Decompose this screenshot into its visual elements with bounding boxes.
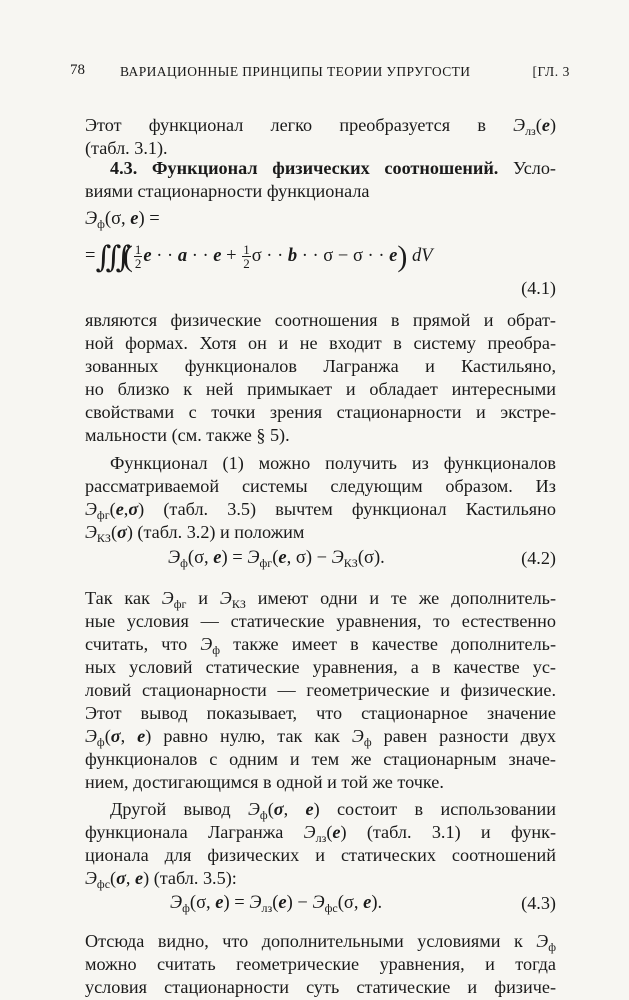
para1-line-5: свойствами с точки зрения стационарности и экстре- <box>85 402 556 422</box>
para3-line-8: функционалов с одним и тем же стационарным значе- <box>85 749 556 769</box>
para2-line-2: рассматриваемой системы следующим образом. Из <box>85 476 556 496</box>
para3-line-5: ловий стационарности — геометрические и физические. <box>85 680 556 700</box>
para5-line-3: условия стационарности суть статические и физиче- <box>85 977 556 997</box>
para2-line-3: $Э_{фг}(e,\sigma)$ (табл. 3.5) вычтем функционал Кастильяно <box>85 499 556 522</box>
equation-4-1-lhs: $Э_ф(\sigma$, e) = <box>85 209 160 231</box>
para3-line-7: $Э_ф(\sigma$, e) равно нулю, так как $Э_ф$ равен разности двух <box>85 726 557 749</box>
equation-4-1-number: (4.1) <box>521 278 556 298</box>
chapter-label: [ГЛ. 3 <box>532 64 570 79</box>
para3-line-9: нием, достигающимся в одной и той же точке. <box>85 772 444 792</box>
para2-line-4: $Э_{КЗ}(\sigma)$ (табл. 3.2) и положим <box>85 522 305 545</box>
para3-line-1: Так как $Э_{фг}$ и $Э_{КЗ}$ имеют одни и те же дополнитель- <box>85 588 557 611</box>
para5-line-2: можно считать геометрические уравнения, и тогда <box>85 954 556 974</box>
para3-line-6: Этот вывод показывает, что стационарное значение <box>85 703 556 723</box>
intro-line-2: (табл. 3.1). <box>85 138 168 158</box>
para3-line-4: ных условий статические уравнения, а в качестве ус- <box>85 657 556 677</box>
para5-line-1: Отсюда видно, что дополнительными условиями к $Э_ф$ <box>85 931 556 954</box>
para1-line-4: но близко к ней примыкает и обладает интересными <box>85 379 556 399</box>
intro-line-1: Этот функционал легко преобразуется в $Э_{лз}(e)$ <box>85 115 556 138</box>
equation-4-2-number: (4.2) <box>521 548 556 568</box>
para1-line-2: ной формах. Хотя он и не входит в систему преобра- <box>85 333 556 353</box>
para1-line-6: мальности (см. также § 5). <box>85 425 290 445</box>
para4-line-1: Другой вывод $Э_ф(\sigma$, e) состоит в использовании <box>110 799 557 822</box>
running-title: ВАРИАЦИОННЫЕ ПРИНЦИПЫ ТЕОРИИ УПРУГОСТИ <box>120 64 471 79</box>
para4-line-3: ционала для физических и статических соотношений <box>85 845 556 865</box>
equation-4-1-body: =∭( $\frac{1}{2}$ e · · a · · e + $\frac{1}{2}$ σ · · b · · σ − σ · · e) dV <box>85 240 433 274</box>
para4-line-4: $Э_{фс}(\sigma$, e) (табл. 3.5): <box>85 868 237 891</box>
para2-line-1: Функционал (1) можно получить из функционалов <box>110 453 556 473</box>
para3-line-2: ные условия — статические уравнения, то естественно <box>85 611 556 631</box>
page-number: 78 <box>70 62 85 78</box>
para1-line-3: зованных функционалов Лагранжа и Кастильяно, <box>85 356 556 376</box>
para3-line-3: считать, что $Э_ф$ также имеет в качестве дополнитель- <box>85 634 557 657</box>
para1-line-1: являются физические соотношения в прямой и обрат- <box>85 310 556 330</box>
equation-4-3: $Э_ф(\sigma$, $e) = Э_{лз}(e) - Э_{фс}(\sigma$, e). <box>170 893 383 915</box>
equation-4-2: $Э_ф(\sigma$, $e) = Э_{фг}(e$, $\sigma) - Э_{КЗ}(\sigma)$. <box>168 548 385 570</box>
para4-line-2: функционала Лагранжа $Э_{лз}(e)$ (табл. 3.1) и функ- <box>85 822 557 845</box>
section-heading: 4.3. Функционал физических соотношений. Усло- <box>110 158 556 178</box>
section-line-2: виями стационарности функционала <box>85 181 370 201</box>
equation-4-3-number: (4.3) <box>521 893 556 913</box>
